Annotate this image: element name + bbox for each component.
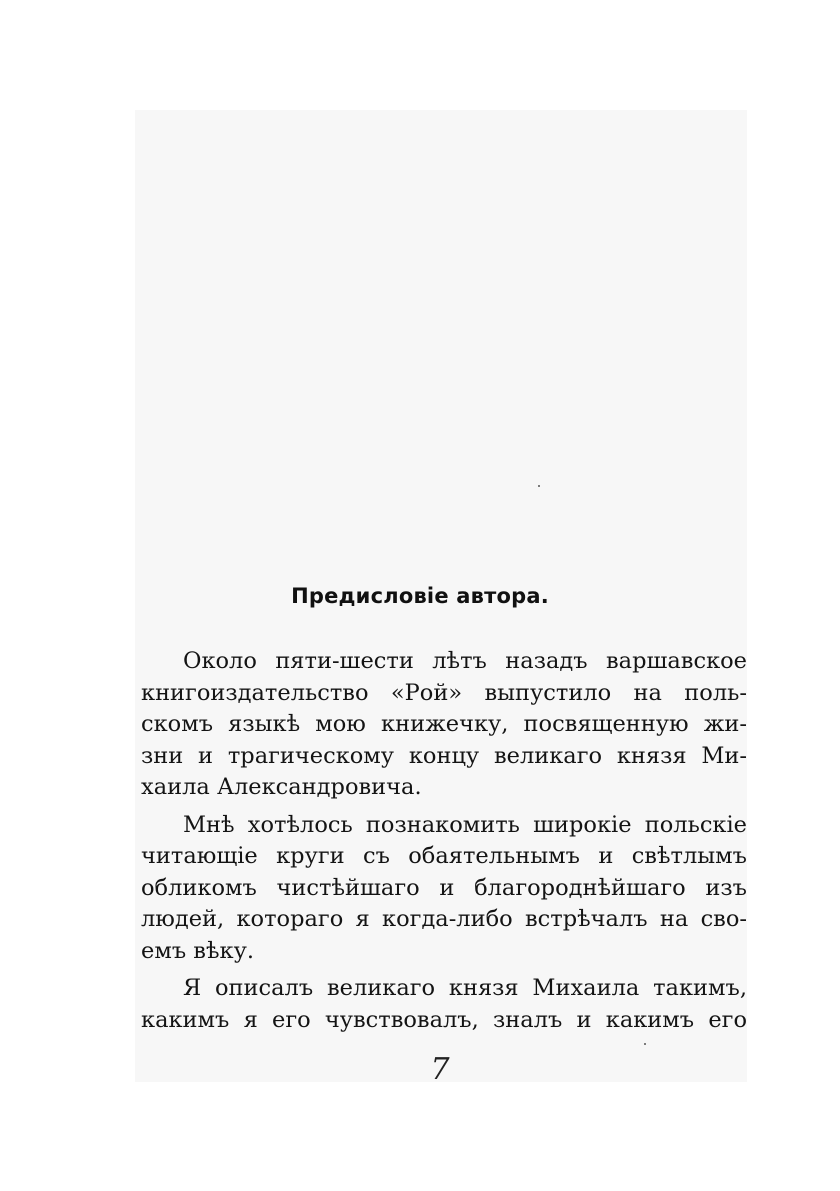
text-line: емъ вѣку. bbox=[141, 937, 254, 964]
text-line: скомъ языкѣ мою книжечку, посвященную жи- bbox=[141, 711, 747, 737]
body-text bbox=[141, 646, 747, 1036]
text-line: Мнѣ хотѣлось познакомить широкіе польскіе bbox=[183, 811, 747, 838]
text-line: зни и трагическому концу великаго князя Ми- bbox=[141, 742, 747, 769]
scan-speck bbox=[538, 485, 540, 487]
page-number: 7 bbox=[430, 1052, 450, 1087]
text-line: читающіе круги съ обаятельнымъ и свѣтлымъ bbox=[141, 843, 747, 869]
text-line: какимъ я его чувствовалъ, зналъ и какимъ его bbox=[141, 1006, 747, 1033]
scan-speck bbox=[644, 1043, 646, 1045]
text-line: книгоиздательство «Рой» выпустило на поль- bbox=[141, 679, 747, 706]
text-line: людей, котораго я когда-либо встрѣчалъ на сво- bbox=[141, 906, 747, 932]
page-heading: Предисловіе автора. bbox=[291, 584, 549, 608]
text-line: обликомъ чистѣйшаго и благороднѣйшаго изъ bbox=[141, 874, 747, 901]
text-line: хаила Александровича. bbox=[141, 774, 422, 800]
text-line: Я описалъ великаго князя Михаила такимъ, bbox=[183, 975, 747, 1001]
text-line: Около пяти-шести лѣтъ назадъ варшавское bbox=[183, 648, 747, 674]
